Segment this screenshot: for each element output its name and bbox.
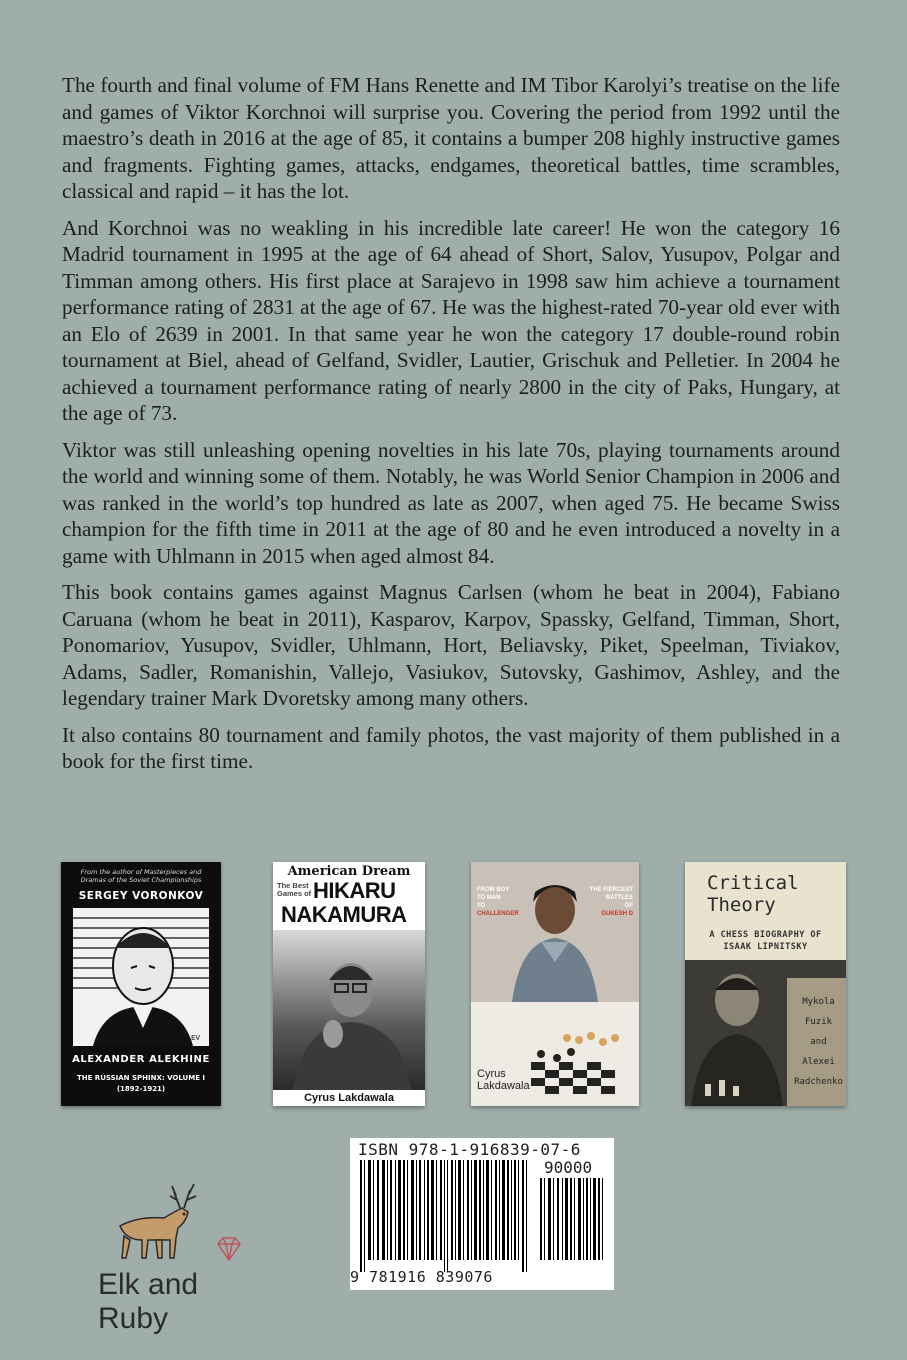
book-cover-gukesh	[471, 862, 639, 1106]
author-line: and	[810, 1037, 827, 1047]
cover-series: American Dream	[287, 864, 411, 879]
author-first-name: Cyrus	[477, 1068, 506, 1080]
ruby-gem-icon	[214, 1236, 244, 1262]
author-line: Radchenko	[794, 1077, 843, 1087]
slogan-line: THE FIERCEST	[589, 887, 633, 893]
cover-name-first: HIKARU	[313, 878, 396, 903]
cover-years: (1892-1921)	[116, 1085, 166, 1093]
cover-tagline: From the author of Masterpieces and Dramas of the Soviet Championships	[80, 868, 202, 884]
isbn-barcode	[350, 1138, 614, 1290]
blurb-paragraph-5: It also contains 80 tournament and family photos, the vast majority of them published in a book for the first time.	[62, 722, 840, 773]
cover-title	[707, 872, 799, 916]
cover-right-slogan	[590, 886, 633, 918]
slogan-line: CHALLENGER	[477, 911, 519, 917]
slogan-line: TO	[477, 903, 486, 909]
cover-authors	[791, 992, 846, 1092]
author-line: Fuzik	[804, 1017, 833, 1027]
blurb-paragraph-3: Viktor was still unleashing opening novelties in his late 70s, playing tournaments around the world and winning some of them. Notably, he was World Senior Champion in 2006 and was ranked in the world’s top hundred as late as 2007, when aged 75. He became Swiss champion for the fifth time in 2011 at the age of 80 and he even introduced a novelty in a game with Uhlmann in 2015 when aged almost 84.	[62, 437, 840, 568]
blurb-paragraph-1: The fourth and final volume of FM Hans Renette and IM Tibor Karolyi’s treatise on the life and games of Viktor Korchnoi will surprise you. Covering the period from 1992 until the maestro’s death in 2016 at the age of 85, it contains a bumper 208 highly instructive games and fragments. Fighting games, attacks, endgames, theoretical battles, time scrambles, classical and rapid – it has the lot.	[62, 73, 840, 203]
title-line-2: Theory	[707, 894, 776, 916]
barcode-digits: 9 781916 839076	[350, 1268, 493, 1286]
slogan-line: FROM BOY	[477, 887, 510, 893]
portrait-illustration	[73, 908, 209, 1046]
cover-subtitle-2: ISAAK LIPNITSKY	[723, 942, 808, 952]
cover-name-last: NAKAMURA	[281, 902, 407, 927]
slogan-line: TO MAN	[477, 895, 501, 901]
publisher-logo	[98, 1178, 268, 1335]
author-last-name: Lakdawala	[477, 1080, 530, 1092]
cover-author: Cyrus Lakdawala	[273, 1090, 425, 1106]
blurb-paragraph-4: This book contains games against Magnus Carlsen (whom he beat in 2004), Fabiano Caruana (whom he beat in 2011), Kasparov, Karpov, Spassky, Gelfand, Timman, Short, Ponomariov, Yusupov, Svidler, Uhlmann, Hort, Beliavsky, Piket, Speelman, Tiviakov, Adams, Sadler, Romanishin, Vallejo, Vasiukov, Sutovsky, Gashimov, Ashley, and the legendary trainer Mark Dvoretsky among many others.	[62, 580, 840, 710]
cover-left-slogan	[477, 886, 519, 918]
author-line: Alexei	[802, 1057, 835, 1067]
cover-photo	[273, 930, 425, 1090]
cover-subtitle-1: A CHESS BIOGRAPHY OF	[709, 930, 822, 940]
slogan-line: OF	[624, 903, 633, 909]
cover-pre-title: The Best Games of	[277, 881, 312, 898]
blurb-paragraph-2: And Korchnoi was no weakling in his incredible late career! He won the category 16 Madrid tournament in 1995 at the age of 64 ahead of Short, Salov, Yusupov, Polgar and Timman among others. His first place at Sarajevo in 1998 saw him achieve a tournament performance rating of 2831 at the age of 67. He was the highest-rated 70-year old ever with an Elo of 2639 in 2001. In that same year he won the category 17 double-round robin tournament at Biel, ahead of Gelfand, Svidler, Lautier, Grischuk and Pelletier. In 2004 he achieved a tournament performance rating of nearly 2800 in the city of Paks, Hungary, at the age of 73.	[62, 215, 840, 425]
cover-author	[477, 1068, 530, 1092]
publisher-name: Elk and Ruby	[98, 1268, 199, 1335]
title-line-1: Critical	[707, 872, 799, 894]
back-cover-blurb	[62, 72, 840, 785]
cover-title: ALEXANDER ALEKHINE	[72, 1054, 210, 1065]
artist-initials: EV	[191, 1034, 201, 1042]
slogan-line: BATTLES	[605, 895, 633, 901]
cover-subtitle: THE RUSSIAN SPHINX: VOLUME I	[76, 1074, 206, 1082]
isbn-number: ISBN 978-1-916839-07-6	[358, 1140, 581, 1159]
book-cover-lipnitsky	[685, 862, 846, 1106]
author-line: Mykola	[802, 997, 835, 1007]
book-cover-nakamura	[273, 862, 425, 1106]
slogan-line: GUKESH D	[601, 911, 633, 917]
book-cover-alekhine	[61, 862, 221, 1106]
price-code: 90000	[544, 1158, 593, 1177]
cover-author: SERGEY VORONKOV	[78, 890, 204, 902]
